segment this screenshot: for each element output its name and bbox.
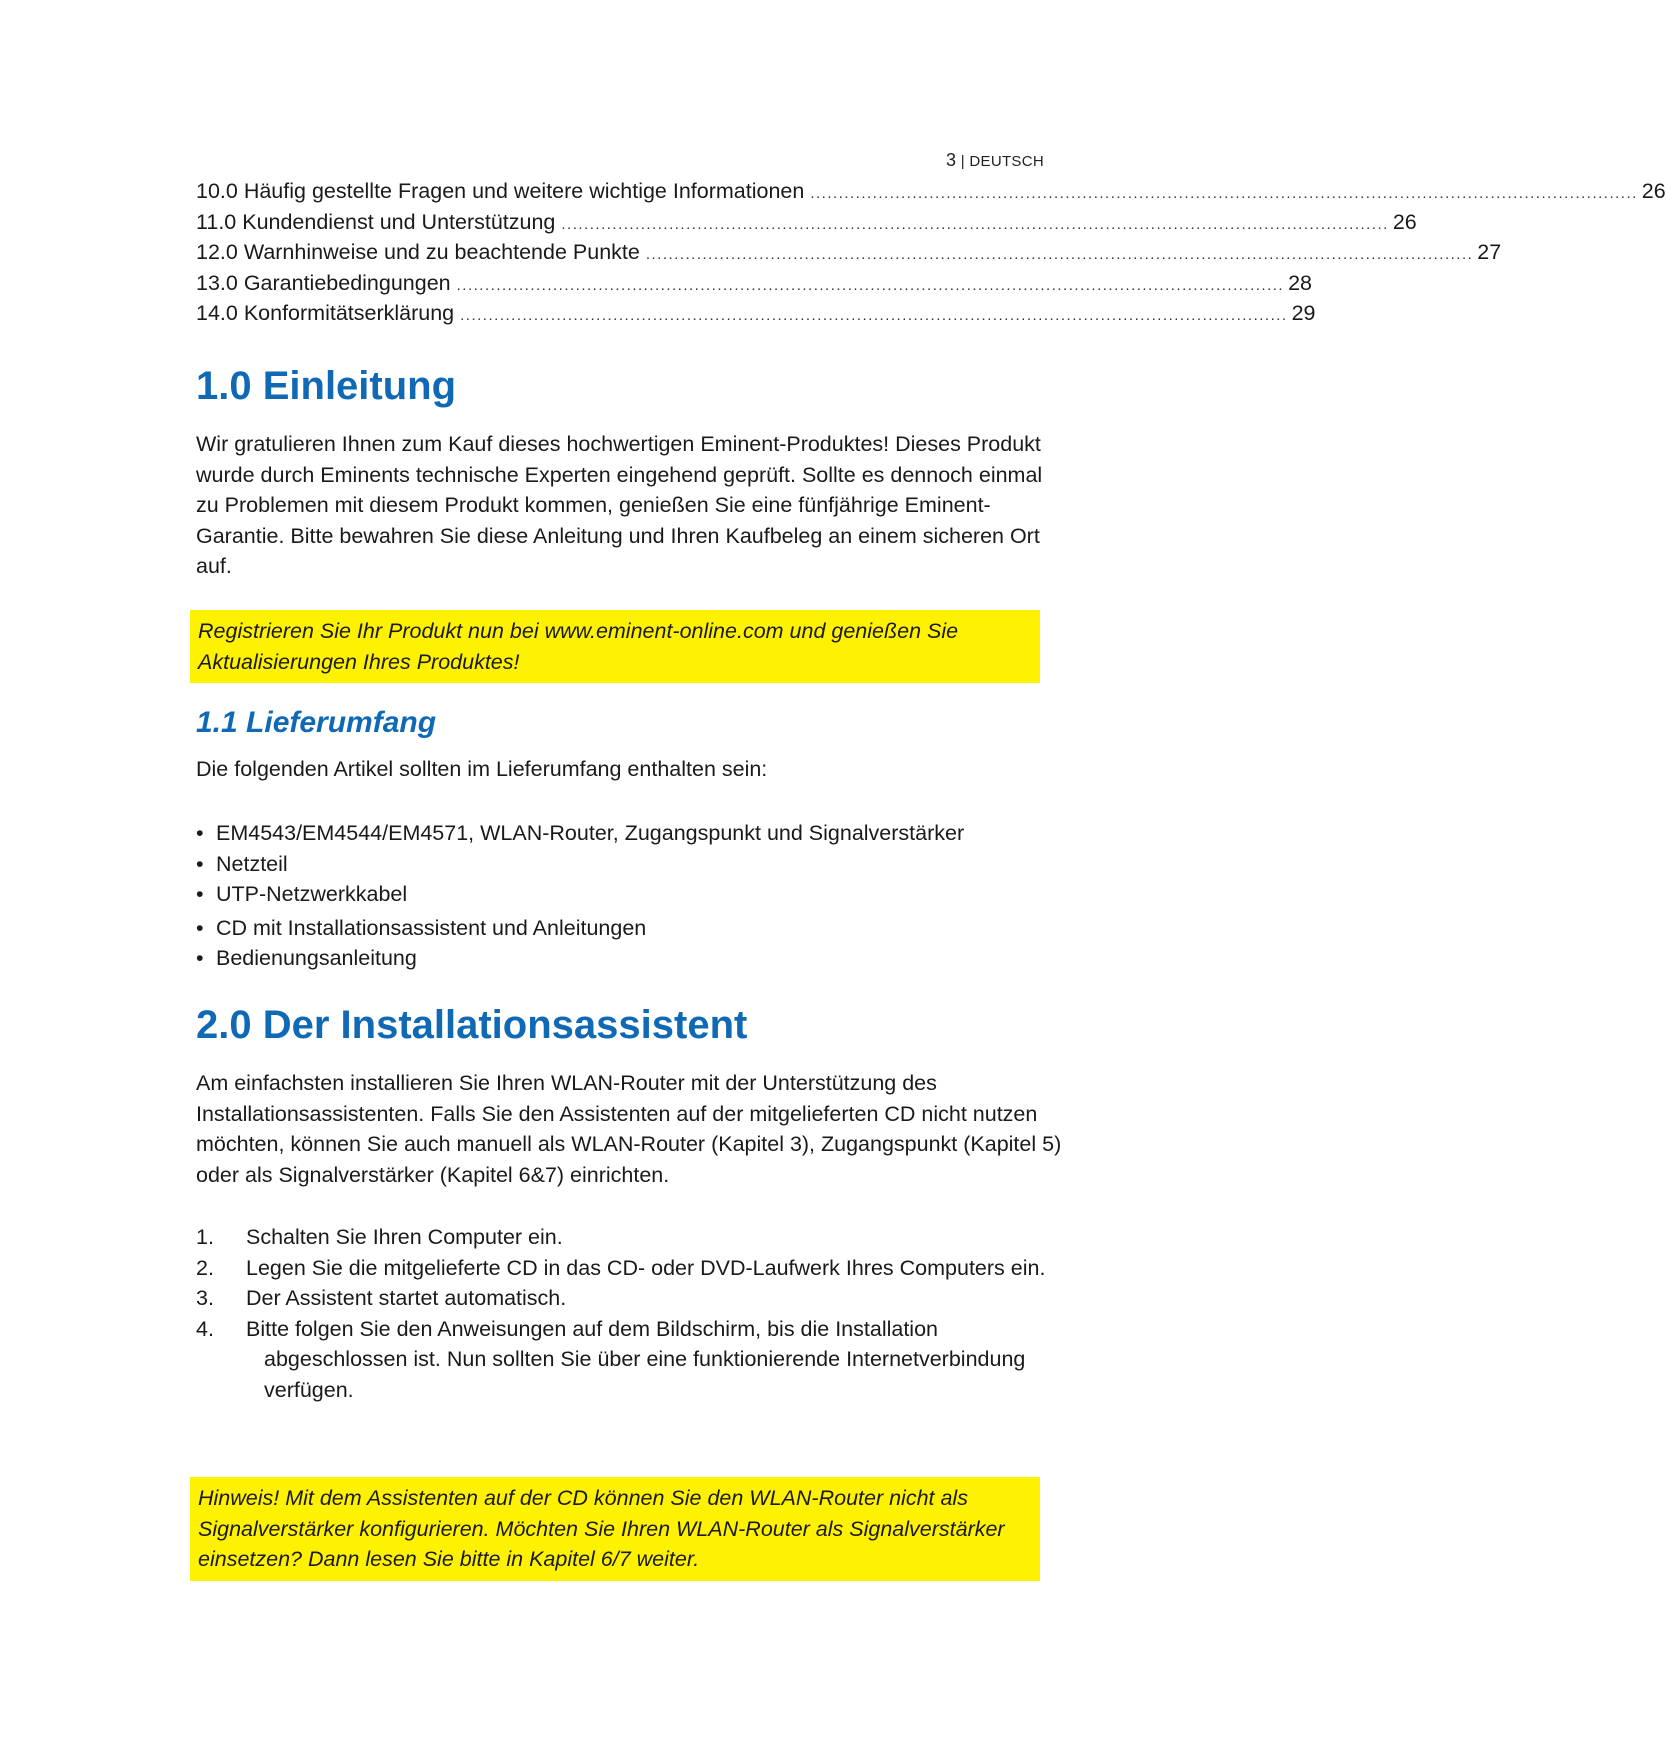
step-item: [196, 1253, 1056, 1284]
installation-steps: [196, 1222, 1056, 1405]
header-language: DEUTSCH: [969, 153, 1044, 170]
bullet-icon: •: [196, 882, 204, 906]
list-item-text: UTP-Netzwerkkabel: [216, 882, 408, 906]
step-text: Der Assistent startet automatisch.: [246, 1286, 567, 1310]
toc-leader-dots: ..................................................................................................................................................: [645, 246, 1474, 263]
toc-leader-dots: ..................................................................................................................................................: [810, 185, 1638, 202]
section-heading-installationsassistent: 2.0 Der Installationsassistent: [196, 1003, 748, 1047]
toc-leader-dots: ..................................................................................................................................................: [456, 276, 1285, 294]
toc-entry-label: 11.0 Kundendienst und Unterstützung: [196, 209, 556, 234]
toc-entry[interactable]: [196, 176, 1666, 207]
lieferumfang-list: [196, 818, 1056, 974]
toc-entry-page: 29: [1291, 301, 1316, 325]
step-item: [196, 1283, 1056, 1314]
toc-entry-label: 10.0 Häufig gestellte Fragen und weitere wichtige Informationen: [196, 179, 805, 203]
lieferumfang-intro: Die folgenden Artikel sollten im Lieferumfang enthalten sein:: [196, 757, 768, 781]
step-number: 4.: [196, 1316, 214, 1341]
toc-entry[interactable]: [196, 298, 1316, 329]
step-item: [196, 1222, 1056, 1253]
list-item-text: Bedienungsanleitung: [216, 946, 417, 970]
page-number: 3: [945, 150, 957, 170]
list-item-text: Netzteil: [216, 851, 288, 876]
subsection-heading-lieferumfang: 1.1 Lieferumfang: [196, 706, 437, 739]
header-separator: |: [960, 153, 965, 170]
list-item: [196, 879, 1056, 910]
list-item-text: CD mit Installationsassistent und Anleitungen: [216, 915, 647, 940]
step-text: Bitte folgen Sie den Anweisungen auf dem Bildschirm, bis die Installation abgeschlossen ist. Nun sollten Sie über eine funktionierende Internetverbindung verfügen.: [246, 1316, 1026, 1402]
toc-entry-label: 13.0 Garantiebedingungen: [196, 270, 451, 295]
list-item-text: EM4543/EM4544/EM4571, WLAN-Router, Zugangspunkt und Signalverstärker: [216, 821, 965, 845]
step-item: [196, 1314, 1056, 1406]
list-item: [196, 849, 1056, 880]
bullet-icon: •: [196, 851, 204, 876]
bullet-icon: •: [196, 915, 204, 940]
bullet-icon: •: [196, 946, 204, 970]
list-item: [196, 818, 1056, 849]
toc-entry-page: 26: [1392, 209, 1417, 234]
page-header: [946, 150, 1044, 171]
step-number: 2.: [196, 1255, 214, 1280]
installationsassistent-paragraph: Am einfachsten installieren Sie Ihren WLAN-Router mit der Unterstützung des Installationsassistenten. Falls Sie den Assistenten auf der mitgelieferten CD nicht nutzen möchten, können Sie auch manuell als WLAN-Router (Kapitel 3), Zugangspunkt (Kapitel 5) oder als Signalverstärker (Kapitel 6&7) einrichten.: [196, 1071, 1062, 1187]
bullet-icon: •: [196, 821, 204, 845]
toc-leader-dots: ..................................................................................................................................................: [460, 307, 1288, 324]
step-text: Legen Sie die mitgelieferte CD in das CD- oder DVD-Laufwerk Ihres Computers ein.: [246, 1255, 1046, 1280]
toc-entry-label: 14.0 Konformitätserklärung: [196, 301, 455, 325]
toc-leader-dots: ..................................................................................................................................................: [561, 215, 1389, 233]
step-text: Schalten Sie Ihren Computer ein.: [246, 1225, 563, 1249]
toc-entry[interactable]: [196, 237, 1502, 268]
list-item: [196, 943, 1056, 974]
toc-entry-page: 28: [1288, 270, 1313, 295]
toc-entry[interactable]: [196, 207, 1417, 238]
table-of-contents: [196, 176, 1666, 329]
step-number: 1.: [196, 1225, 214, 1249]
list-item: [196, 913, 1056, 944]
section-heading-einleitung: 1.0 Einleitung: [196, 364, 457, 408]
toc-entry-label: 12.0 Warnhinweise und zu beachtende Punkte: [196, 240, 640, 264]
hinweis-note: Hinweis! Mit dem Assistenten auf der CD können Sie den WLAN-Router nicht als Signalverstärker konfigurieren. Möchten Sie Ihren WLAN-Router als Signalverstärker einsetzen? Dann lesen Sie bitte in Kapitel 6/7 weiter.: [190, 1477, 1040, 1581]
einleitung-paragraph: Wir gratulieren Ihnen zum Kauf dieses hochwertigen Eminent-Produktes! Dieses Produkt wurde durch Eminents technische Experten eingehend geprüft. Sollte es dennoch einmal zu Problemen mit diesem Produkt kommen, genießen Sie eine fünfjährige Eminent-Garantie. Bitte bewahren Sie diese Anleitung und Ihren Kaufbeleg an einem sicheren Ort auf.: [196, 432, 1043, 578]
toc-entry-page: 27: [1477, 240, 1502, 264]
toc-entry[interactable]: [196, 268, 1313, 299]
register-note: Registrieren Sie Ihr Produkt nun bei www.eminent-online.com und genießen Sie Aktualisierungen Ihres Produktes!: [190, 610, 1040, 683]
toc-entry-page: 26: [1641, 179, 1666, 203]
step-number: 3.: [196, 1286, 214, 1310]
